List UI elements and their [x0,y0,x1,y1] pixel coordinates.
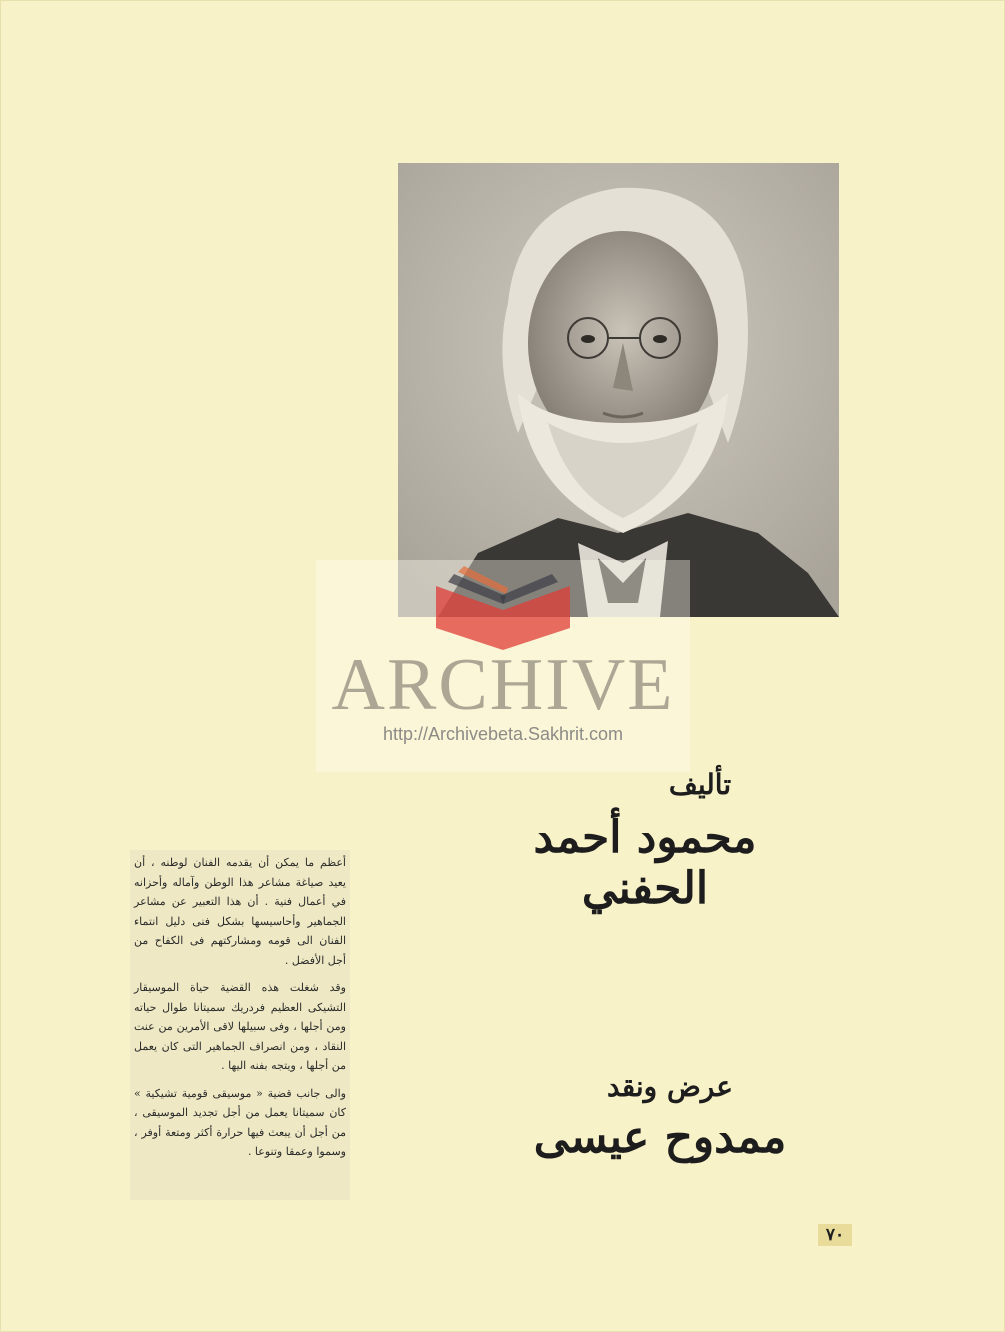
archive-watermark [316,560,690,772]
reviewer-name: ممدوح عيسى [533,1112,787,1163]
article-paragraph: أعظم ما يمكن أن يقدمه الفنان لوطنه ، أن يعيد صياغة مشاعر هذا الوطن وآماله وأحزانه في أعمال فنية . أن هذا التعبير عن مشاعر الجماهير وأحاسيسها بشكل فنى دليل انتماء الفنان الى قومه ومشاركتهم فى الكفاح من أجل الأفضل . [134,856,346,967]
article-paragraph: والى جانب قضية « موسيقى قومية تشيكية » كان سميتانا يعمل من أجل تجديد الموسيقى ، من أجل أن يبعث فيها حرارة أكثر ومتعة أوفر ، وسموا وعمقا وتنوعا . [134,1086,346,1158]
page-number: ٧٠ [818,1224,852,1246]
open-book-logo-icon [408,566,598,654]
watermark-url: http://Archivebeta.Sakhrit.com [382,724,624,744]
author-name: محمود أحمد الحفني [533,812,757,914]
article-paragraph: وقد شغلت هذه القضية حياة الموسيقار التشيكى العظيم فردريك سميتانا طوال حياته ومن أجلها ، وفى سبيلها لاقى الأمرين من عنت النقاد ، ومن انصراف الجماهير التى كان يعمل من أجلها ، ويتجه بفنه اليها . [134,981,346,1072]
author-label: تأليف [668,768,732,801]
portrait-photo [398,163,839,617]
watermark-title: ARCHIVE [331,644,675,726]
review-label: عرض ونقد [607,1070,733,1103]
article-text-column [130,850,350,1200]
